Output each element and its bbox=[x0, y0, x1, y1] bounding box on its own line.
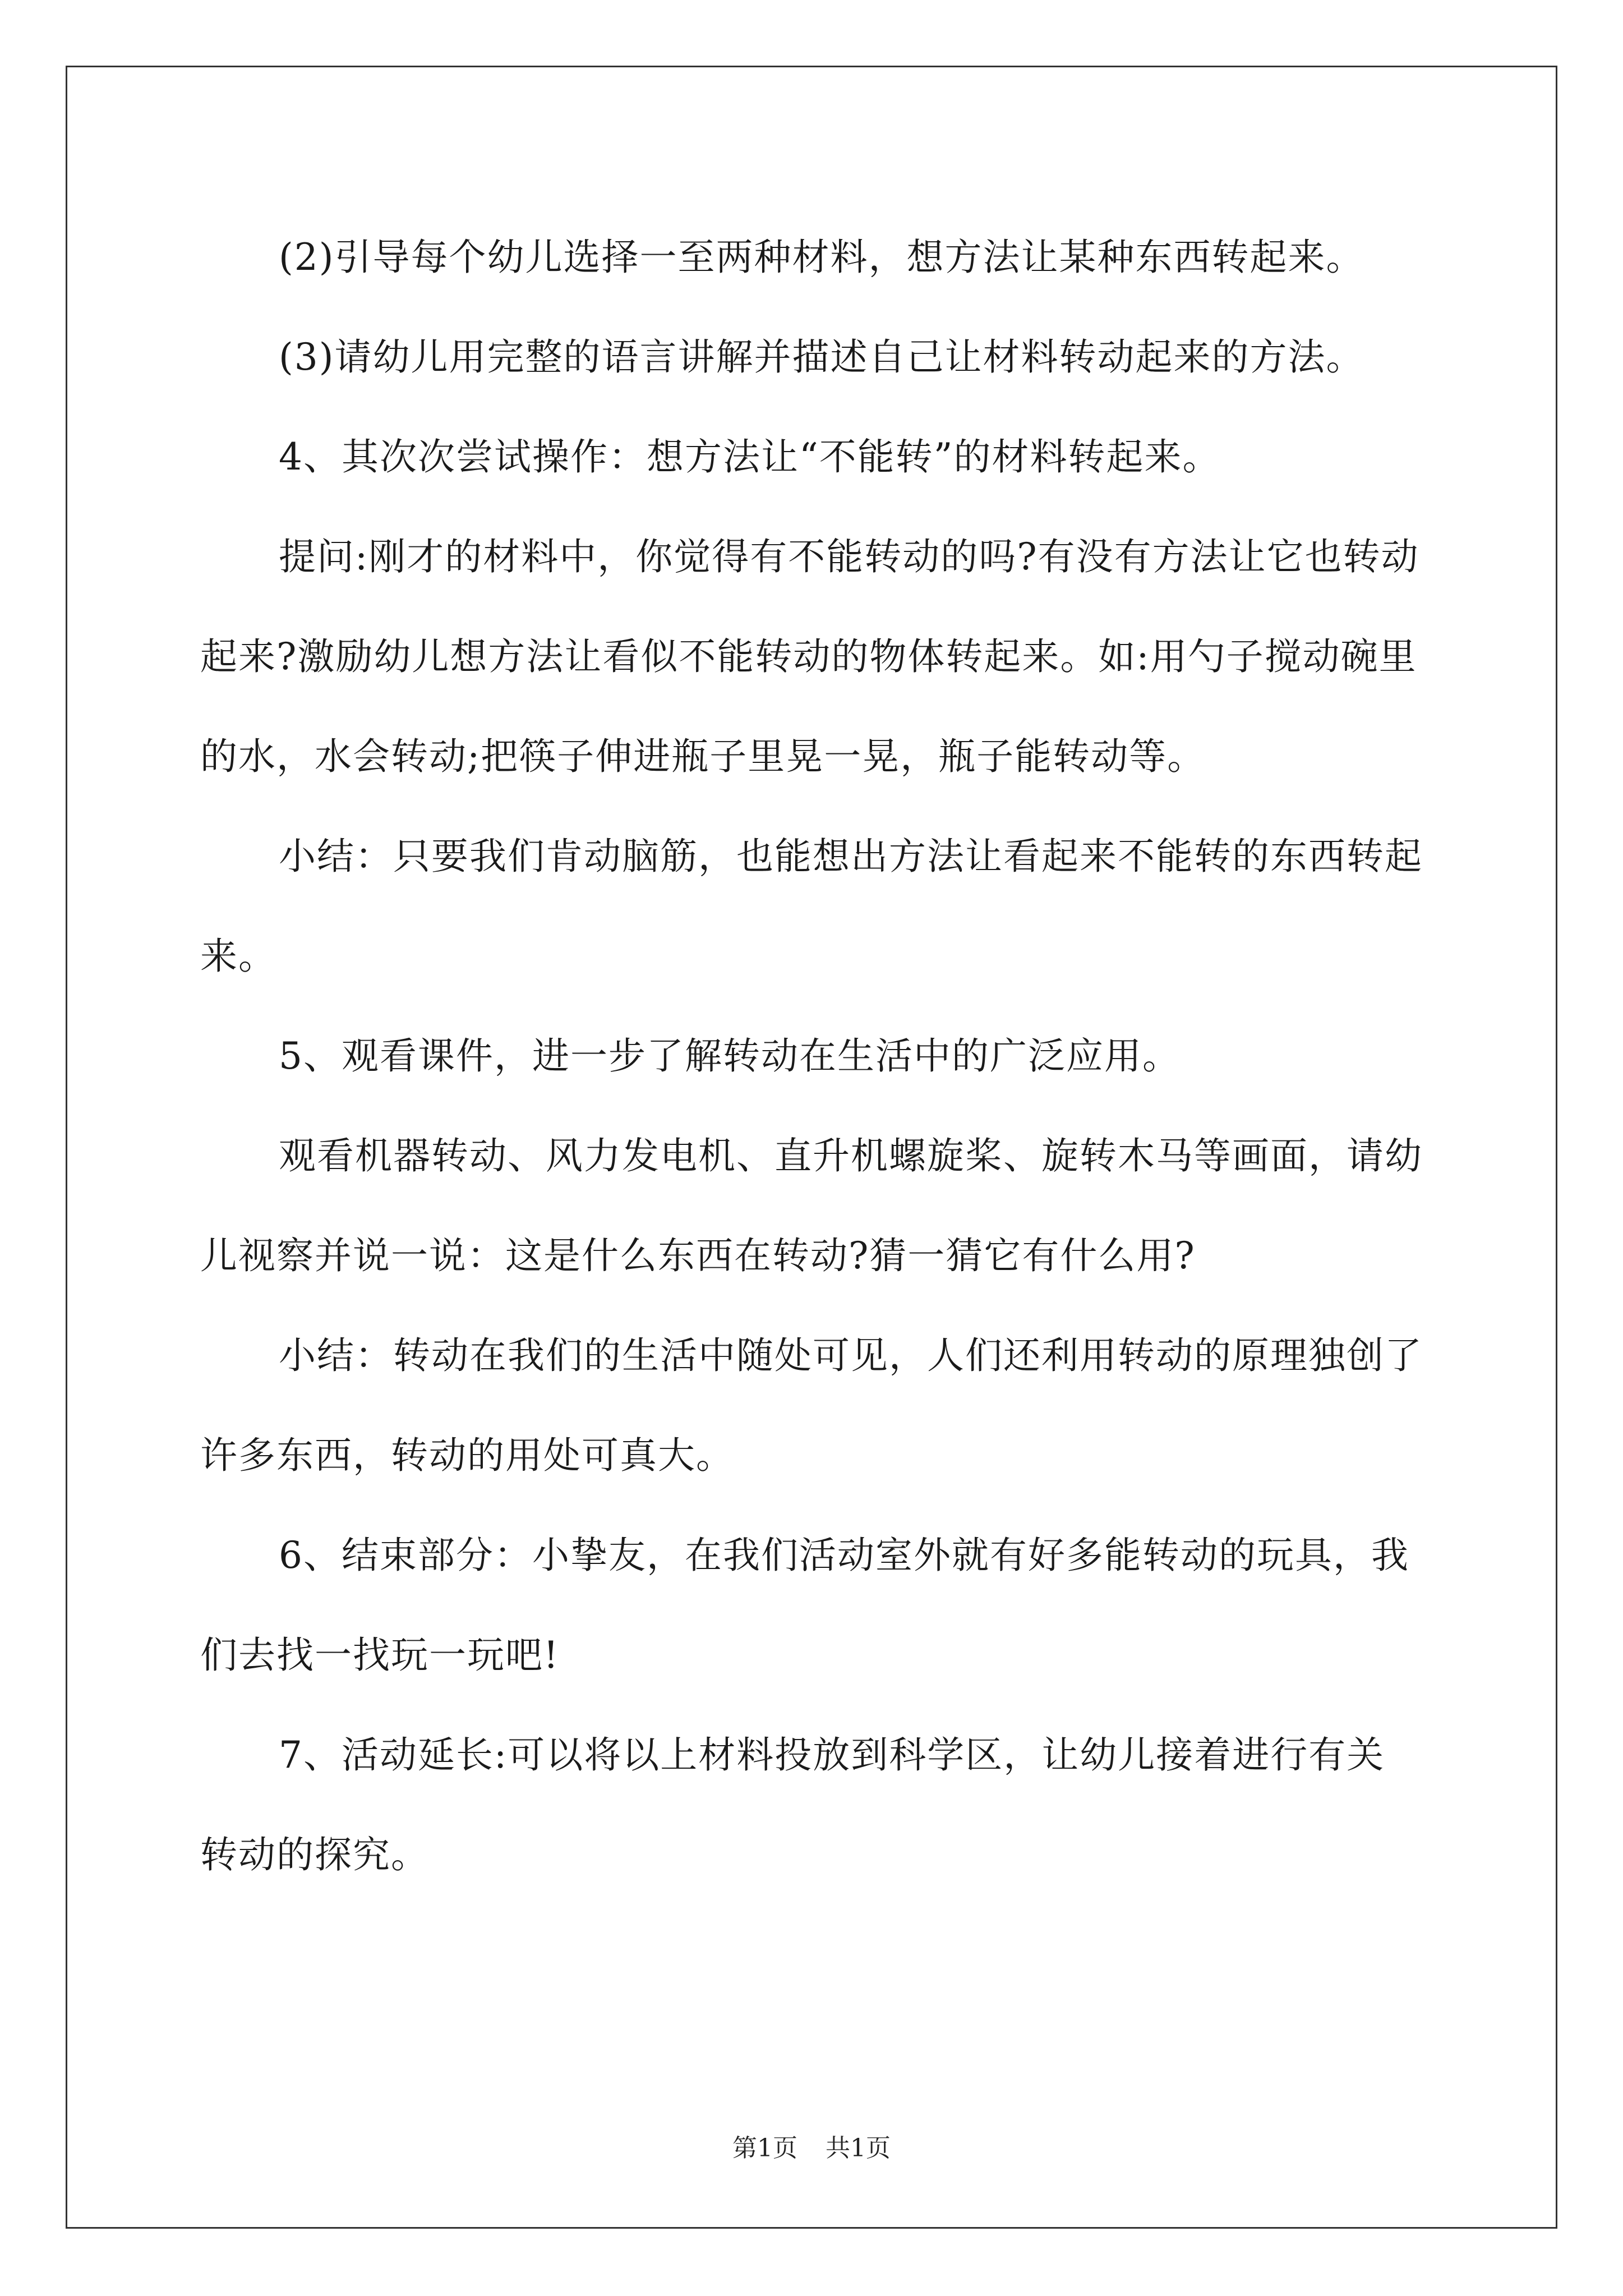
paragraph: 7、活动延长:可以将以上材料投放到科学区，让幼儿接着进行有关转动的探究。 bbox=[200, 1733, 1385, 1876]
paragraph: (3)请幼儿用完整的语言讲解并描述自己让材料转动起来的方法。 bbox=[279, 335, 1364, 379]
page-footer bbox=[0, 2132, 1623, 2165]
paragraph: (2)引导每个幼儿选择一至两种材料，想方法让某种东西转起来。 bbox=[279, 236, 1364, 279]
page-number-total: 共1页 bbox=[826, 2134, 891, 2162]
paragraph: 观看机器转动、风力发电机、直升机螺旋桨、旋转木马等画面，请幼儿视察并说一说：这是什么东西在转动?猜一猜它有什么用? bbox=[200, 1134, 1423, 1277]
paragraph: 4、其次次尝试操作：想方法让“不能转”的材料转起来。 bbox=[279, 435, 1221, 478]
paragraph: 6、结束部分：小挚友，在我们活动室外就有好多能转动的玩具，我们去找一找玩一玩吧! bbox=[200, 1534, 1409, 1677]
paragraph: 小结：只要我们肯动脑筋，也能想出方法让看起来不能转的东西转起来。 bbox=[200, 835, 1423, 978]
paragraph: 小结：转动在我们的生活中随处可见，人们还利用转动的原理独创了许多东西，转动的用处可真大。 bbox=[200, 1334, 1423, 1477]
paragraph: 提问:刚才的材料中，你觉得有不能转动的吗?有没有方法让它也转动起来?激励幼儿想方法让看似不能转动的物体转起来。如:用勺子搅动碗里的水，水会转动;把筷子伸进瓶子里晃一晃，瓶子能转动等。 bbox=[200, 535, 1419, 778]
paragraph: 5、观看课件，进一步了解转动在生活中的广泛应用。 bbox=[279, 1034, 1181, 1078]
page-number-current: 第1页 bbox=[732, 2134, 797, 2162]
document-body bbox=[200, 208, 1423, 1905]
